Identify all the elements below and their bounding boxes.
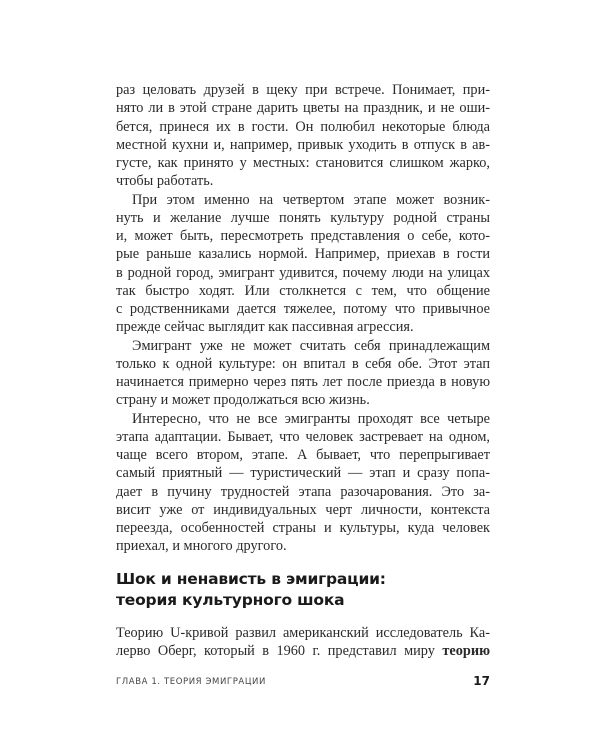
text-line: нуть и желание лучше понять культуру родной страны [116, 209, 490, 226]
text-line: густе, как принято у местных: становится слишком жарко, [116, 155, 490, 171]
text-line: чаще всего втором, этапе. А бывает, что перепрыгивает [116, 447, 490, 463]
section-body-line-2 [116, 642, 490, 660]
section-heading [116, 569, 496, 611]
paragraph [116, 410, 490, 556]
text-line: страну и может продолжаться всю жизнь. [116, 392, 370, 409]
bold-term: теорию [442, 643, 490, 660]
section-body [116, 624, 490, 661]
section-heading-line-2: теория культурного шока [116, 591, 345, 609]
text-line: бется, принеся их в гости. Он полюбил некоторые блюда [116, 118, 490, 135]
text-line: самый приятный — туристический — этап и сразу попа- [116, 465, 490, 482]
text-line: начинается примерно через пять лет после приезда в новую [116, 374, 490, 390]
text-line: так быстро ходят. Или столкнется с тем, что общение [116, 282, 490, 299]
text-line: дает в пучину трудностей этапа разочарования. Это за- [116, 483, 490, 500]
running-head: ГЛАВА 1. ТЕОРИЯ ЭМИГРАЦИИ [116, 677, 266, 687]
text-line: в родной город, эмигрант удивится, почему люди на улицах [116, 264, 490, 281]
text-line: Интересно, что не все эмигранты проходят все четыре [132, 410, 490, 427]
text-line: Эмигрант уже не может считать себя принадлежащим [132, 337, 490, 354]
text-line: чтобы работать. [116, 173, 214, 190]
text-line: раз целовать друзей в щеку при встрече. Понимает, при- [116, 82, 490, 98]
paragraph [116, 81, 490, 191]
text-line: переезда, особенностей страны и культуры, куда человек [116, 520, 490, 536]
text-line: и, может быть, пересмотреть представления о себе, кото- [116, 228, 490, 244]
section-heading-line-1: Шок и ненависть в эмиграции: [116, 570, 386, 588]
text-line: прежде сейчас выглядит как пассивная агрессия. [116, 319, 414, 336]
page-number: 17 [473, 674, 490, 688]
text-line: рые раньше казались нормой. Например, приехав в гости [116, 246, 490, 263]
text-line: этапа адаптации. Бывает, что человек застревает на одном, [116, 428, 490, 445]
section-body-line-1: Теорию U-кривой развил американский исследователь Ка- [116, 625, 490, 641]
body-text [116, 81, 490, 556]
text-line: висит уже от индивидуальных черт личности, контекста [116, 501, 490, 518]
text-line: с родственниками дается тяжелее, потому что привычное [116, 301, 490, 317]
text-line: нято ли в этой стране дарить цветы на праздник, и не оши- [116, 100, 490, 117]
paragraph [116, 337, 490, 410]
text-line: При этом именно на четвертом этапе может возник- [132, 191, 490, 208]
text-line: местной кухни и, например, привык уходить в отпуск в ав- [116, 136, 490, 153]
text-line: только к одной культуре: он впитал в себя обе. Этот этап [116, 355, 490, 372]
section-body-line-2-text: лерво Оберг, который в 1960 г. представил миру [116, 643, 435, 660]
paragraph [116, 191, 490, 337]
page-footer [116, 674, 490, 688]
text-line: приехал, и многого другого. [116, 538, 287, 555]
